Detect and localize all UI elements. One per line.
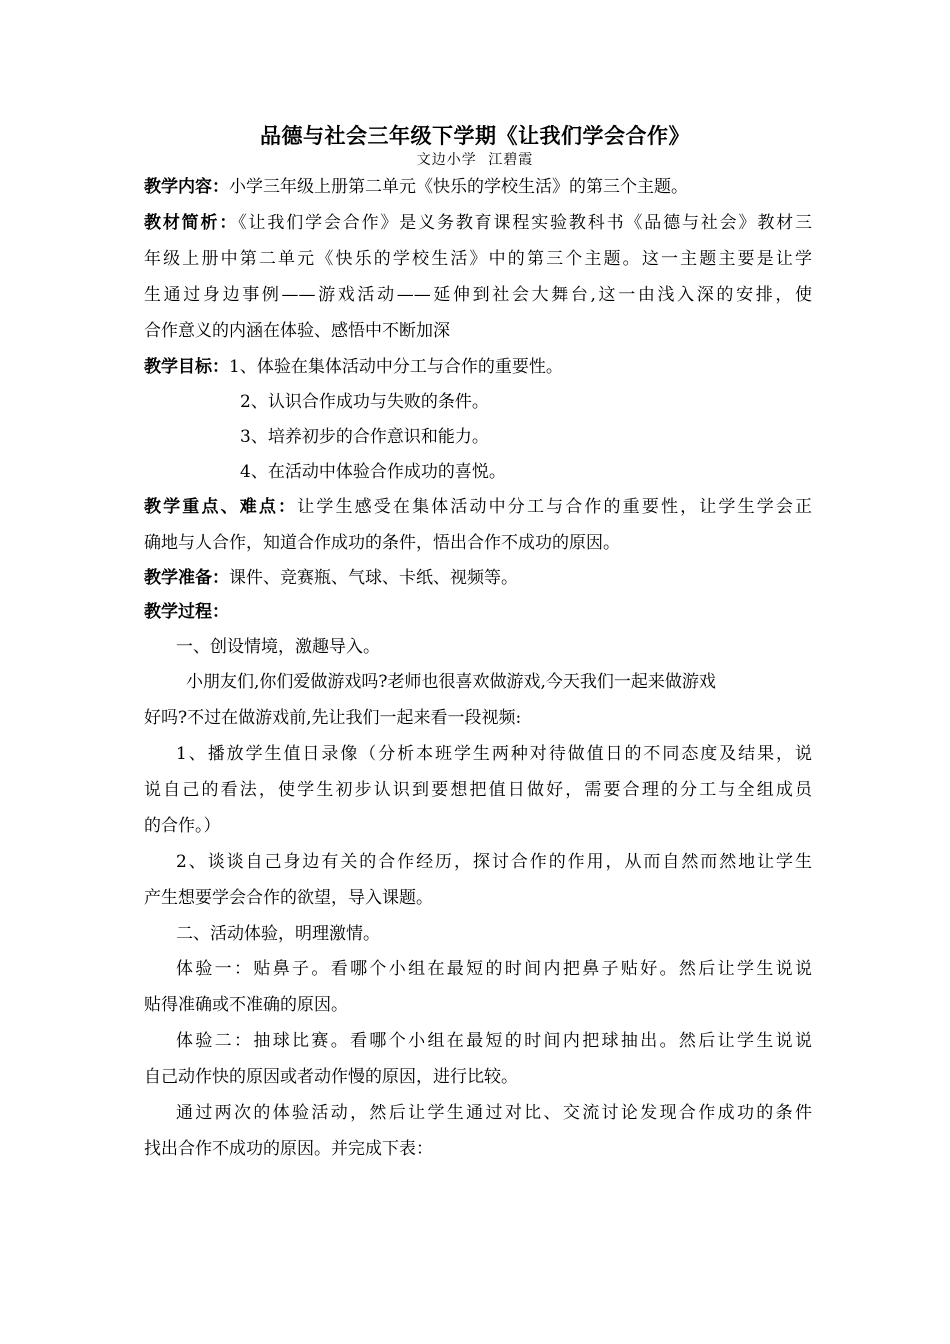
section-2-heading: 二、活动体验，明理激情。 xyxy=(176,924,380,944)
author-name: 江碧霞 xyxy=(488,152,534,168)
analysis-line-1 xyxy=(144,211,812,235)
document-title: 品德与社会三年级下学期《让我们学会合作》 xyxy=(260,124,690,148)
goal-3: 3、培养初步的合作意识和能力。 xyxy=(240,427,489,447)
experience-2-line-1: 体验二：抽球比赛。看哪个小组在最短的时间内把球抽出。然后让学生说说 xyxy=(176,1031,812,1051)
step-2-line-2: 产生想要学会合作的欲望，导入课题。 xyxy=(144,888,433,908)
experience-1-line-2: 贴得准确或不准确的原因。 xyxy=(144,995,348,1015)
keypoints-label: 教学重点、难点： xyxy=(144,497,298,517)
analysis-line-3: 生通过身边事例——游戏活动——延伸到社会大舞台,这一由浅入深的安排，使 xyxy=(144,285,812,305)
experience-3-line-1: 通过两次的体验活动，然后让学生通过对比、交流讨论发现合作成功的条件 xyxy=(176,1103,812,1123)
analysis-text-1: 《让我们学会合作》是义务教育课程实验教科书《品德与社会》教材三 xyxy=(238,213,813,233)
keypoints-line-1 xyxy=(144,495,812,519)
goals-label: 教学目标： xyxy=(144,357,229,377)
keypoints-text-1: 让学生感受在集体活动中分工与合作的重要性，让学生学会正 xyxy=(297,497,813,517)
prep-label: 教学准备： xyxy=(144,568,229,588)
intro-paragraph-line-1: 小朋友们,你们爱做游戏吗?老师也很喜欢做游戏,今天我们一起来做游戏 xyxy=(186,672,716,692)
step-1-line-1: 1、播放学生值日录像（分析本班学生两种对待做值日的不同态度及结果，说 xyxy=(176,744,812,764)
intro-paragraph-line-2: 好吗?不过在做游戏前,先让我们一起来看一段视频: xyxy=(144,708,522,728)
analysis-line-4: 合作意义的内涵在体验、感悟中不断加深 xyxy=(144,321,450,341)
goal-2: 2、认识合作成功与失败的条件。 xyxy=(240,392,489,412)
step-1-line-3: 的合作。） xyxy=(144,816,221,836)
content-text: 小学三年级上册第二单元《快乐的学校生活》的第三个主题。 xyxy=(229,177,688,197)
experience-1-line-1: 体验一：贴鼻子。看哪个小组在最短的时间内把鼻子贴好。然后让学生说说 xyxy=(176,959,812,979)
analysis-line-2: 年级上册中第二单元《快乐的学校生活》中的第三个主题。这一主题主要是让学 xyxy=(144,249,812,269)
content-label: 教学内容： xyxy=(144,177,229,197)
analysis-label: 教材简析： xyxy=(144,213,239,233)
author-line xyxy=(0,150,950,170)
process-heading xyxy=(144,600,812,624)
keypoints-line-2: 确地与人合作，知道合作成功的条件，悟出合作不成功的原因。 xyxy=(144,533,620,553)
process-label: 教学过程： xyxy=(144,602,229,622)
experience-2-line-2: 自己动作快的原因或者动作慢的原因，进行比较。 xyxy=(144,1067,518,1087)
prep-line xyxy=(144,566,812,590)
experience-3-line-2: 找出合作不成功的原因。并完成下表： xyxy=(144,1139,433,1159)
goal-line-1 xyxy=(144,355,812,379)
content-line xyxy=(144,175,812,199)
goal-1: 1、体验在集体活动中分工与合作的重要性。 xyxy=(229,357,563,377)
step-1-line-2: 说自己的看法，使学生初步认识到要想把值日做好，需要合理的分工与全组成员 xyxy=(144,780,812,800)
goal-4: 4、在活动中体验合作成功的喜悦。 xyxy=(240,462,506,482)
school-name: 文边小学 xyxy=(416,152,477,168)
section-1-heading: 一、创设情境，激趣导入。 xyxy=(176,637,380,657)
step-2-line-1: 2、谈谈自己身边有关的合作经历，探讨合作的作用，从而自然而然地让学生 xyxy=(176,852,812,872)
prep-text: 课件、竞赛瓶、气球、卡纸、视频等。 xyxy=(229,568,518,588)
